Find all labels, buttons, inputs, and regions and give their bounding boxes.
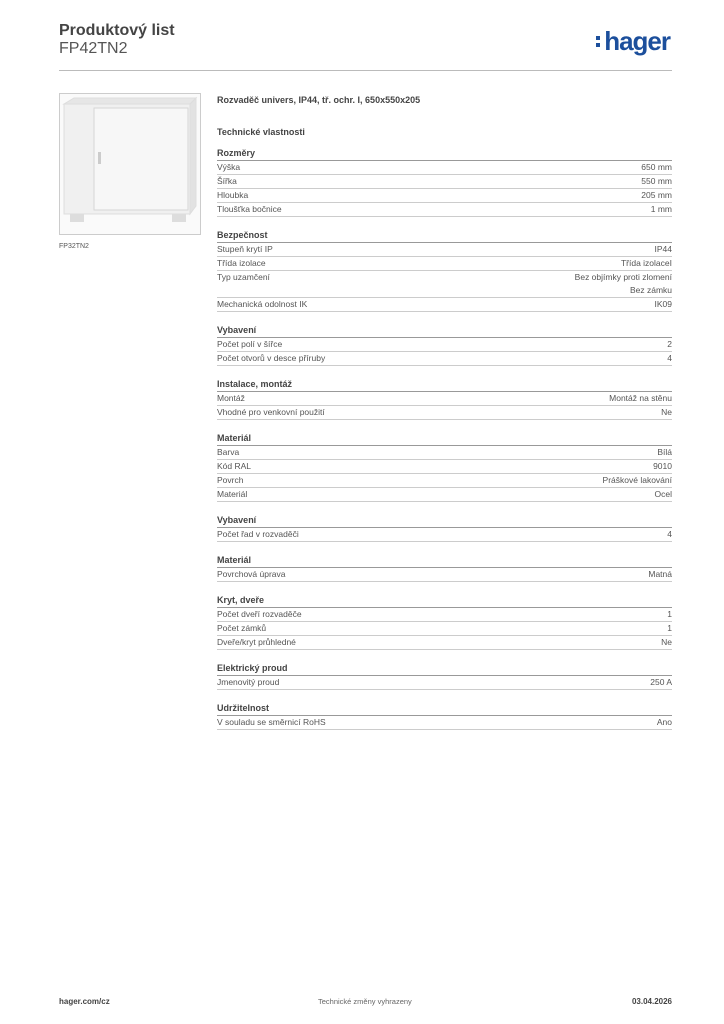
logo-dots-icon xyxy=(596,33,602,50)
spec-label: Třída izolace xyxy=(217,258,266,268)
spec-label: Barva xyxy=(217,447,240,457)
spec-label: Mechanická odolnost IK xyxy=(217,299,308,309)
distribution-cabinet-image xyxy=(60,94,200,234)
spec-label: Počet polí v šířce xyxy=(217,339,283,349)
spec-value: 250 A xyxy=(650,677,672,687)
section-title: Bezpečnost xyxy=(217,230,672,243)
spec-value: Ocel xyxy=(654,489,672,499)
product-specs xyxy=(217,95,672,743)
spec-label: Výška xyxy=(217,162,241,172)
spec-sections xyxy=(217,148,672,730)
spec-row xyxy=(217,528,672,542)
spec-label: Hloubka xyxy=(217,190,249,200)
spec-section xyxy=(217,433,672,502)
spec-section xyxy=(217,595,672,650)
section-title: Vybavení xyxy=(217,515,672,528)
spec-value: Třída izolaceI xyxy=(620,258,672,268)
spec-section xyxy=(217,230,672,312)
footer-website[interactable]: hager.com/cz xyxy=(59,997,110,1006)
spec-value: Bez objímky proti zlomení Bez zámku xyxy=(574,272,672,295)
spec-label: Stupeň krytí IP xyxy=(217,244,273,254)
page-title: Produktový list xyxy=(59,22,175,39)
spec-row xyxy=(217,406,672,420)
spec-value: 4 xyxy=(667,529,672,539)
spec-label: Počet otvorů v desce příruby xyxy=(217,353,326,363)
spec-value: 1 mm xyxy=(650,204,672,214)
section-title: Kryt, dveře xyxy=(217,595,672,608)
spec-value: Montáž na stěnu xyxy=(609,393,672,403)
product-description: Rozvaděč univers, IP44, tř. ochr. I, 650x550x205 xyxy=(217,95,421,105)
spec-row xyxy=(217,608,672,622)
spec-value: 205 mm xyxy=(641,190,672,200)
section-title: Materiál xyxy=(217,433,672,446)
image-caption: FP32TN2 xyxy=(59,243,89,250)
tech-heading: Technické vlastnosti xyxy=(217,127,305,137)
spec-section xyxy=(217,555,672,582)
spec-value: Matná xyxy=(648,569,672,579)
spec-row xyxy=(217,352,672,366)
spec-row xyxy=(217,392,672,406)
section-title: Elektrický proud xyxy=(217,663,672,676)
spec-section xyxy=(217,703,672,730)
spec-row xyxy=(217,446,672,460)
spec-section xyxy=(217,515,672,542)
spec-value: 1 xyxy=(667,623,672,633)
spec-row xyxy=(217,338,672,352)
spec-section xyxy=(217,325,672,366)
spec-label: Počet řad v rozvaděči xyxy=(217,529,299,539)
spec-value: IK09 xyxy=(654,299,672,309)
spec-value: Ne xyxy=(661,407,672,417)
hager-logo: hager xyxy=(596,26,670,57)
spec-row xyxy=(217,203,672,217)
page-header xyxy=(59,20,672,71)
spec-label: V souladu se směrnicí RoHS xyxy=(217,717,326,727)
product-image xyxy=(59,93,201,235)
spec-value: 2 xyxy=(667,339,672,349)
spec-value: Práškové lakování xyxy=(602,475,672,485)
spec-row xyxy=(217,622,672,636)
spec-label: Montáž xyxy=(217,393,245,403)
spec-value: Bílá xyxy=(657,447,672,457)
spec-label: Jmenovitý proud xyxy=(217,677,280,687)
spec-value: 650 mm xyxy=(641,162,672,172)
product-code: FP42TN2 xyxy=(59,40,128,57)
spec-section xyxy=(217,379,672,420)
section-title: Instalace, montáž xyxy=(217,379,672,392)
section-title: Vybavení xyxy=(217,325,672,338)
spec-row xyxy=(217,488,672,502)
spec-label: Typ uzamčení xyxy=(217,272,270,282)
spec-row xyxy=(217,676,672,690)
spec-label: Tloušťka bočnice xyxy=(217,204,282,214)
spec-label: Počet dveří rozvaděče xyxy=(217,609,302,619)
spec-label: Kód RAL xyxy=(217,461,252,471)
spec-row xyxy=(217,460,672,474)
spec-value: 1 xyxy=(667,609,672,619)
section-title: Rozměry xyxy=(217,148,672,161)
spec-label: Vhodné pro venkovní použití xyxy=(217,407,325,417)
spec-row xyxy=(217,716,672,730)
spec-value: 550 mm xyxy=(641,176,672,186)
spec-row xyxy=(217,243,672,257)
spec-row xyxy=(217,474,672,488)
spec-value: 9010 xyxy=(653,461,672,471)
spec-row xyxy=(217,189,672,203)
spec-label: Šířka xyxy=(217,176,237,186)
spec-row xyxy=(217,271,672,298)
section-title: Udržitelnost xyxy=(217,703,672,716)
spec-label: Počet zámků xyxy=(217,623,267,633)
footer-date: 03.04.2026 xyxy=(631,997,672,1006)
spec-value: Ano xyxy=(656,717,672,727)
spec-label: Dveře/kryt průhledné xyxy=(217,637,296,647)
spec-row xyxy=(217,636,672,650)
spec-row xyxy=(217,257,672,271)
spec-value: 4 xyxy=(667,353,672,363)
spec-row xyxy=(217,175,672,189)
spec-label: Povrchová úprava xyxy=(217,569,286,579)
spec-section xyxy=(217,148,672,217)
spec-row xyxy=(217,161,672,175)
footer-notice: Technické změny vyhrazeny xyxy=(318,997,412,1006)
spec-row xyxy=(217,568,672,582)
spec-value: Ne xyxy=(661,637,672,647)
spec-section xyxy=(217,663,672,690)
spec-value: IP44 xyxy=(654,244,672,254)
spec-label: Povrch xyxy=(217,475,244,485)
section-title: Materiál xyxy=(217,555,672,568)
spec-label: Materiál xyxy=(217,489,248,499)
spec-row xyxy=(217,298,672,312)
